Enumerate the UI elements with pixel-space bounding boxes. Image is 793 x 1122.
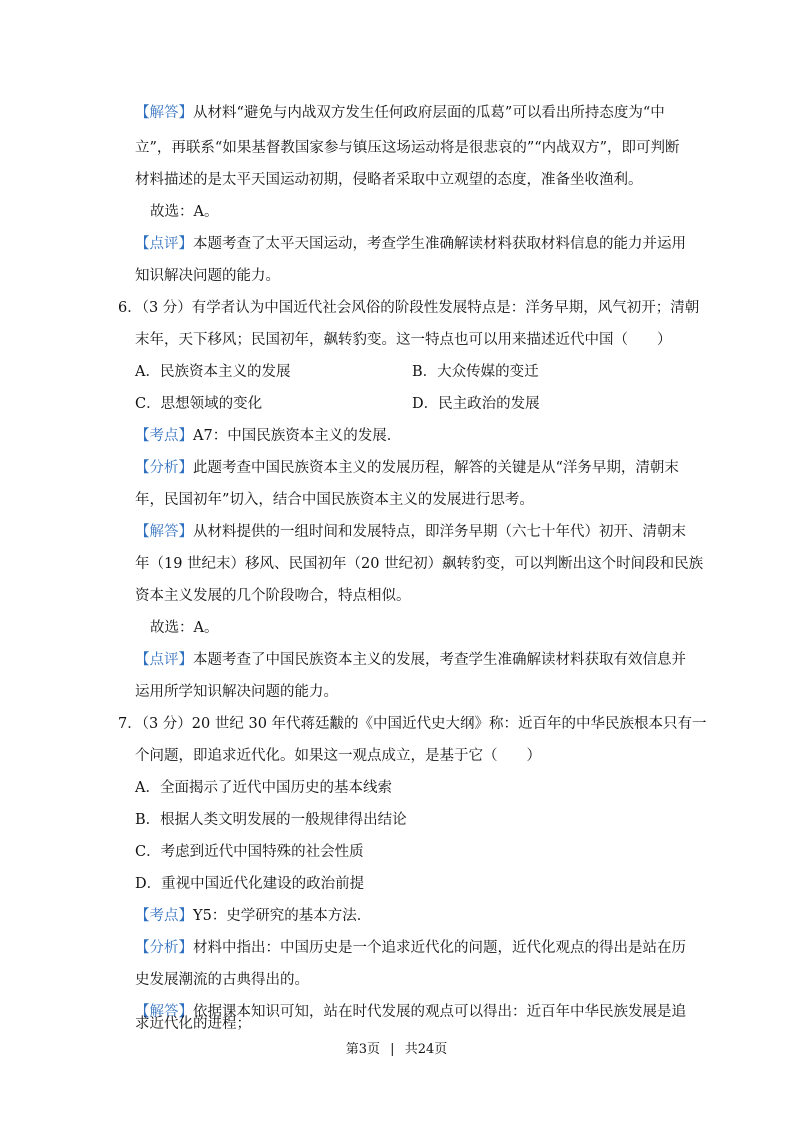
q7-analysis-line-1: 【分析】材料中指出：中国历史是一个追求近代化的问题，近代化观点的得出是站在历 <box>135 940 686 956</box>
answer-tag: 【解答】 <box>135 524 193 540</box>
answer-tag: 【解答】 <box>135 105 193 121</box>
analysis-tag: 【分析】 <box>135 940 193 956</box>
q7-option-d: D．重视中国近代化建设的政治前提 <box>135 876 365 892</box>
q7-answer-line-2: 求近代化的进程； <box>135 1016 251 1032</box>
q5-comment-line-1: 【点评】本题考查了太平天国运动，考查学生准确解读材料获取材料信息的能力并运用 <box>135 236 686 252</box>
q7-option-c: C．考虑到近代中国特殊的社会性质 <box>135 844 364 860</box>
q7-analysis-line-2: 史发展潮流的古典得出的。 <box>135 972 309 988</box>
q6-answer-line-3: 资本主义发展的几个阶段吻合，特点相似。 <box>135 588 411 604</box>
q6-point: 【考点】A7：中国民族资本主义的发展． <box>135 428 402 444</box>
q5-answer-line-2: 立”，再联系“如果基督教国家参与镇压这场运动将是很悲哀的”“内战双方”，即可判断 <box>135 140 680 156</box>
q6-option-d: D．民主政治的发展 <box>412 396 540 412</box>
q6-choice: 故选：A。 <box>150 620 219 636</box>
q6-option-c: C．思想领域的变化 <box>135 396 263 412</box>
analysis-tag: 【分析】 <box>135 460 193 476</box>
q7-option-b: B．根据人类文明发展的一般规律得出结论 <box>135 812 407 828</box>
answer-tag: 【解答】 <box>135 1004 193 1020</box>
page-number: 第3页 <box>345 1042 381 1057</box>
q6-option-a: A．民族资本主义的发展 <box>135 364 291 380</box>
q6-analysis-line-1: 【分析】此题考查中国民族资本主义的发展历程，解答的关键是从“洋务早期，清朝末 <box>135 460 679 476</box>
q6-option-b: B．大众传媒的变迁 <box>412 364 539 380</box>
q6-stem-line-1: 6．（3 分）有学者认为中国近代社会风俗的阶段性发展特点是：洋务早期，风气初开；清朝 <box>118 300 700 316</box>
footer-separator: | <box>390 1042 395 1057</box>
point-tag: 【考点】 <box>135 908 193 924</box>
q7-stem-line-1: 7．（3 分）20 世纪 30 年代蒋廷黻的《中国近代史大纲》称：近百年的中华民族根本只有一 <box>118 716 707 732</box>
q5-answer-line-1: 【解答】从材料“避免与内战双方发生任何政府层面的瓜葛”可以看出所持态度为“中 <box>135 105 665 121</box>
q7-option-a: A．全面揭示了近代中国历史的基本线索 <box>135 780 392 796</box>
q5-choice: 故选：A。 <box>150 204 219 220</box>
q6-comment-line-1: 【点评】本题考查了中国民族资本主义的发展，考查学生准确解读材料获取有效信息并 <box>135 652 686 668</box>
q6-analysis-line-2: 年，民国初年”切入，结合中国民族资本主义的发展进行思考。 <box>135 492 534 508</box>
q7-stem-line-2: 个问题，即追求近代化。如果这一观点成立，是基于它（ ） <box>135 748 541 764</box>
q7-point: 【考点】Y5：史学研究的基本方法． <box>135 908 372 924</box>
comment-tag: 【点评】 <box>135 236 193 252</box>
q6-answer-line-2: 年（19 世纪末）移风、民国初年（20 世纪初）飙转豹变，可以判断出这个时间段和民族 <box>135 556 704 572</box>
q5-comment-line-2: 知识解决问题的能力。 <box>135 268 280 284</box>
comment-tag: 【点评】 <box>135 652 193 668</box>
q6-answer-line-1: 【解答】从材料提供的一组时间和发展特点，即洋务早期（六七十年代）初开、清朝末 <box>135 524 686 540</box>
q6-stem-line-2: 末年，天下移风；民国初年，飙转豹变。这一特点也可以用来描述近代中国（ ） <box>135 332 672 348</box>
point-tag: 【考点】 <box>135 428 193 444</box>
page-total: 共24页 <box>404 1042 448 1057</box>
q6-comment-line-2: 运用所学知识解决问题的能力。 <box>135 684 338 700</box>
q5-answer-line-3: 材料描述的是太平天国运动初期，侵略者采取中立观望的态度，准备坐收渔利。 <box>135 172 643 188</box>
page-footer <box>0 1038 793 1057</box>
q7-answer-line-1: 【解答】依据课本知识可知，站在时代发展的观点可以得出：近百年中华民族发展是追 <box>135 1004 686 1020</box>
